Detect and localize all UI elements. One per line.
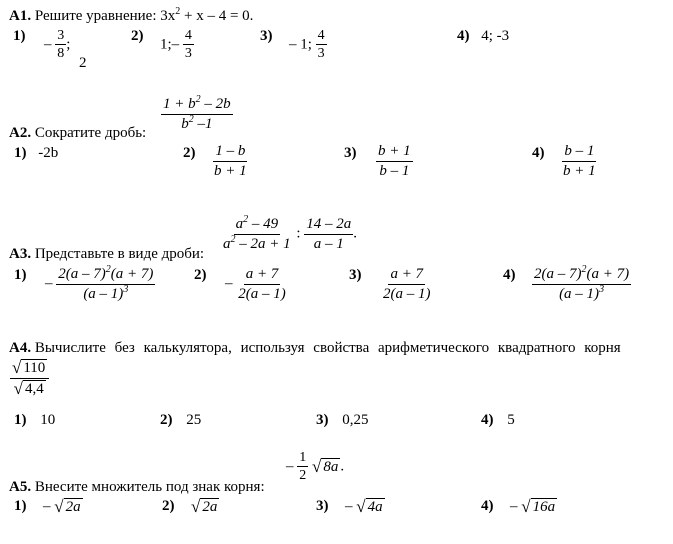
sqrt: √ 2a (54, 497, 81, 516)
answer-option-a2-2[interactable]: 2) (183, 145, 196, 161)
fraction: $\frac{a + 7}{2(a - 1)}$ (238, 266, 286, 302)
fraction: $\frac{a^2 - 49}{a^2 - 2a + 1}$ (223, 214, 291, 252)
fraction: $\frac{4}{3}$ (317, 28, 325, 62)
answer-value-a2-3 (376, 143, 413, 179)
fraction: $\frac{b + 1}{b - 1}$ (378, 143, 411, 179)
question-text: Вычислите без калькулятора, используя свойства арифметического квадратного корня (34, 340, 621, 356)
sqrt: √ 8a (312, 456, 339, 476)
option-number: 1) (13, 28, 26, 44)
answer-option-a5-1[interactable]: 1) (14, 498, 27, 514)
answer-option-a1-4[interactable]: 4) 4; -3 (457, 28, 510, 44)
fraction (10, 359, 49, 399)
answer-option-a4-4[interactable]: 4) 5 (481, 412, 515, 428)
answer-option-a4-3[interactable]: 3) 0,25 (316, 412, 369, 428)
question-a2: А2. Сократите дробь: (9, 125, 147, 141)
answer-option-a1-2[interactable]: 2) (131, 28, 144, 44)
question-a1 (9, 8, 253, 25)
answer-option-a2-3[interactable]: 3) (344, 145, 357, 161)
question-number: А1. (9, 8, 32, 24)
question-text: Представьте в виде дроби: (34, 246, 205, 262)
answer-value: 0,25 (342, 412, 369, 428)
answer-value: -2b (38, 145, 59, 161)
fraction: $\frac{14 - 2a}{a - 1}$ (306, 216, 352, 252)
answer-option-a5-2[interactable]: 2) (162, 498, 175, 514)
sqrt: √ 2a (191, 497, 218, 516)
answer-value-a1-1-extra: 2 (79, 55, 87, 71)
sqrt: √ 4a (356, 497, 383, 516)
answer-value-a5-1: – √ 2a (43, 497, 81, 516)
answer-value-a1-2: 1;– $\frac{4}{3}$ (160, 28, 192, 62)
answer-option-a2-4[interactable]: 4) (532, 145, 545, 161)
answer-option-a2-1[interactable]: 1) -2b (14, 145, 59, 161)
answer-value-a3-1: – $\frac{2(a - 7)^2(a + 7)}{(a - 1)^3}$ (45, 264, 154, 302)
answer-value-a3-3 (381, 266, 433, 302)
question-text: Сократите дробь: (34, 125, 147, 141)
question-a3-expression: $\frac{a^2 - 49}{a^2 - 2a + 1}$ : $\frac{14 - 2a}{a - 1}$ . (223, 214, 358, 252)
answer-value-a2-2 (212, 143, 249, 179)
question-a4-fraction (10, 359, 49, 399)
answer-option-a5-3[interactable]: 3) (316, 498, 329, 514)
answer-option-a4-2[interactable]: 2) 25 (160, 412, 202, 428)
answer-option-a1-3[interactable]: 3) (260, 28, 273, 44)
answer-value-a3-4 (532, 266, 631, 302)
fraction: $\frac{1 - b}{b + 1}$ (214, 143, 247, 179)
question-a3: А3. Представьте в виде дроби: (9, 246, 205, 262)
answer-value-a5-4: – √ 16a (510, 497, 556, 516)
answer-option-a3-1[interactable]: 1) (14, 267, 27, 283)
answer-value-a1-1: – $\frac{3}{8}$ ; (44, 28, 71, 62)
answer-option-a3-4[interactable]: 4) (503, 267, 516, 283)
question-a5-expression: – $\frac{1}{2}$ √ 8a . (286, 450, 345, 484)
answer-value: 4; -3 (481, 28, 510, 44)
answer-value-a5-2 (191, 498, 219, 516)
answer-value-a1-3: – 1; $\frac{4}{3}$ (289, 28, 325, 62)
answer-option-a5-4[interactable]: 4) (481, 498, 494, 514)
fraction: $\frac{2(a - 7)^2(a + 7)}{(a - 1)^3}$ (58, 264, 154, 302)
answer-value: 25 (186, 412, 202, 428)
answer-option-a3-3[interactable]: 3) (349, 267, 362, 283)
question-text: Решите уравнение: $3x^2 + x - 4 = 0$. (34, 6, 254, 24)
answer-value: 10 (40, 412, 56, 428)
answer-option-a3-2[interactable]: 2) (194, 267, 207, 283)
fraction: $\frac{2(a - 7)^2(a + 7)}{(a - 1)^3}$ (534, 264, 630, 302)
answer-value-a2-4 (561, 143, 598, 179)
fraction: $\frac{4}{3}$ (184, 28, 192, 62)
answer-value-a5-3: – √ 4a (345, 497, 383, 516)
answer-value-a3-2: – $\frac{a + 7}{2(a - 1)}$ (225, 266, 286, 302)
sqrt: √ 4,4 (13, 379, 44, 399)
answer-option-a4-1[interactable]: 1) 10 (14, 412, 56, 428)
fraction: $\frac{3}{8}$ (57, 28, 65, 62)
question-a4: А4. Вычислите без калькулятора, используя свойства арифметического квадратного корня (9, 340, 621, 356)
answer-value: 5 (507, 412, 515, 428)
fraction: $\frac{a + 7}{2(a - 1)}$ (383, 266, 431, 302)
question-a5: А5. Внесите множитель под знак корня: (9, 479, 265, 495)
fraction: $\frac{b - 1}{b + 1}$ (563, 143, 596, 179)
sqrt: √ 16a (521, 497, 556, 516)
question-text: Внесите множитель под знак корня: (34, 479, 265, 495)
question-a2-fraction (161, 96, 233, 132)
fraction: $\frac{1 + b^2 - 2b}{b^2 -1}$ (163, 94, 231, 132)
fraction: $\frac{1}{2}$ (299, 450, 307, 484)
sqrt: √ 110 (12, 358, 46, 377)
answer-option-a1-1[interactable] (13, 28, 26, 45)
